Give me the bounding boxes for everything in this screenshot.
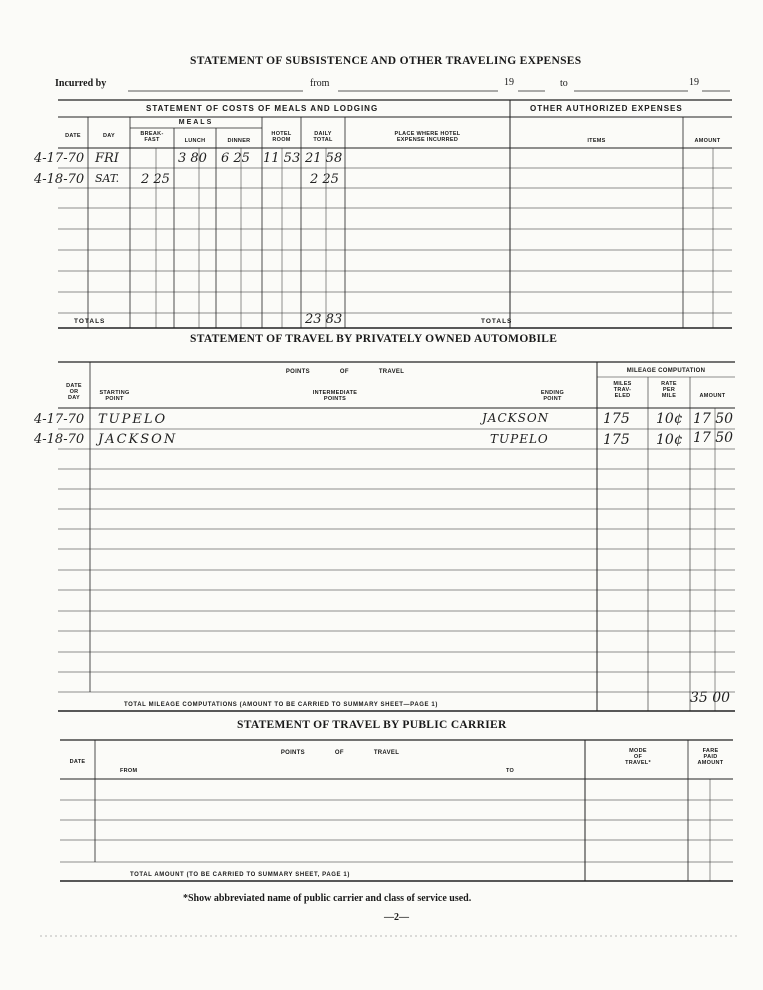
auto-row-1-end: JACKSON (482, 411, 550, 425)
auto-row-1-date: 4-17-70 (34, 412, 85, 427)
auto-row-2-miles: 175 (603, 432, 630, 448)
page-number: —2— (384, 912, 409, 923)
year-label-1: 19 (504, 77, 514, 88)
mode-of-travel-header: MODE OF TRAVEL* (625, 748, 651, 766)
ending-point-header: ENDING POINT (540, 390, 565, 402)
auto-row-2-start: JACKSON (98, 432, 178, 447)
auto-row-1-miles: 175 (603, 411, 630, 427)
mileage-computation-header: MILEAGE COMPUTATION (626, 368, 706, 374)
public-from-header: FROM (120, 768, 138, 774)
total-mileage-value: 35 00 (690, 690, 731, 706)
auto-row-2-amount: 17 50 (693, 430, 734, 446)
public-date-header: DATE (69, 759, 86, 765)
year-label-2: 19 (689, 77, 699, 88)
meals-totals-label-right: TOTALS (481, 318, 513, 325)
footnote: *Show abbreviated name of public carrier and class of service used. (183, 893, 472, 904)
day-header: DAY (102, 133, 115, 139)
incurred-by-label: Incurred by (55, 78, 107, 89)
to-label: to (560, 78, 568, 89)
items-header: ITEMS (587, 138, 606, 144)
auto-row-2-rate: 10¢ (656, 432, 683, 448)
meal-row-2-daily: 2 25 (310, 172, 339, 187)
meal-row-1-date: 4-17-70 (34, 151, 85, 166)
public-to-header: TO (506, 768, 515, 774)
dinner-header: DINNER (227, 138, 251, 144)
meal-row-1-lunch: 3 80 (178, 151, 207, 166)
daily-total-header: DAILY TOTAL (313, 131, 333, 143)
meal-row-1-hotel: 11 53 (263, 151, 301, 166)
lunch-header: LUNCH (184, 138, 206, 144)
other-expenses-title: OTHER AUTHORIZED EXPENSES (530, 104, 683, 113)
total-mileage-label: TOTAL MILEAGE COMPUTATIONS (AMOUNT TO BE CARRIED TO SUMMARY SHEET—PAGE 1) (124, 702, 438, 708)
meal-row-1-day: FRI (95, 151, 119, 166)
meal-row-2-date: 4-18-70 (34, 172, 85, 187)
meals-totals-label: TOTALS (74, 318, 106, 325)
intermediate-points-header: INTERMEDIATE POINTS (312, 390, 358, 402)
auto-row-2-end: TUPELO (490, 432, 549, 446)
meals-section-title: STATEMENT OF COSTS OF MEALS AND LODGING (146, 104, 379, 113)
hotel-room-header: HOTEL ROOM (271, 131, 292, 143)
public-points-header: POINTS OF TRAVEL (280, 750, 400, 756)
miles-traveled-header: MILES TRAV- ELED (613, 381, 632, 399)
place-header: PLACE WHERE HOTEL EXPENSE INCURRED (394, 131, 461, 143)
meals-group-header: MEALS (178, 119, 214, 126)
auto-points-header: POINTS OF TRAVEL (285, 369, 405, 375)
meal-row-1-dinner: 6 25 (221, 151, 250, 166)
meal-row-2-breakfast: 2 25 (141, 172, 170, 187)
amount-header: AMOUNT (694, 138, 721, 144)
public-total-label: TOTAL AMOUNT (TO BE CARRIED TO SUMMARY SHEET, PAGE 1) (130, 872, 350, 878)
meals-total-value: 23 83 (305, 312, 343, 327)
rate-per-mile-header: RATE PER MILE (661, 381, 677, 399)
auto-row-1-start: TUPELO (98, 412, 168, 427)
fare-paid-header: FARE PAID AMOUNT (697, 748, 724, 766)
meal-row-2-day: SAT. (95, 172, 120, 185)
auto-row-1-rate: 10¢ (656, 411, 683, 427)
auto-date-header: DATE OR DAY (66, 383, 82, 401)
auto-row-2-date: 4-18-70 (34, 432, 85, 447)
public-section-title: STATEMENT OF TRAVEL BY PUBLIC CARRIER (237, 719, 507, 731)
date-header: DATE (65, 133, 81, 139)
starting-point-header: STARTING POINT (99, 390, 130, 402)
meal-row-1-daily: 21 58 (305, 151, 343, 166)
breakfast-header: BREAK- FAST (140, 131, 164, 143)
auto-amount-header: AMOUNT (699, 393, 726, 399)
from-label: from (310, 78, 330, 89)
auto-row-1-amount: 17 50 (693, 411, 734, 427)
main-title: STATEMENT OF SUBSISTENCE AND OTHER TRAVELING EXPENSES (190, 55, 582, 67)
auto-section-title: STATEMENT OF TRAVEL BY PRIVATELY OWNED AUTOMOBILE (190, 333, 558, 345)
